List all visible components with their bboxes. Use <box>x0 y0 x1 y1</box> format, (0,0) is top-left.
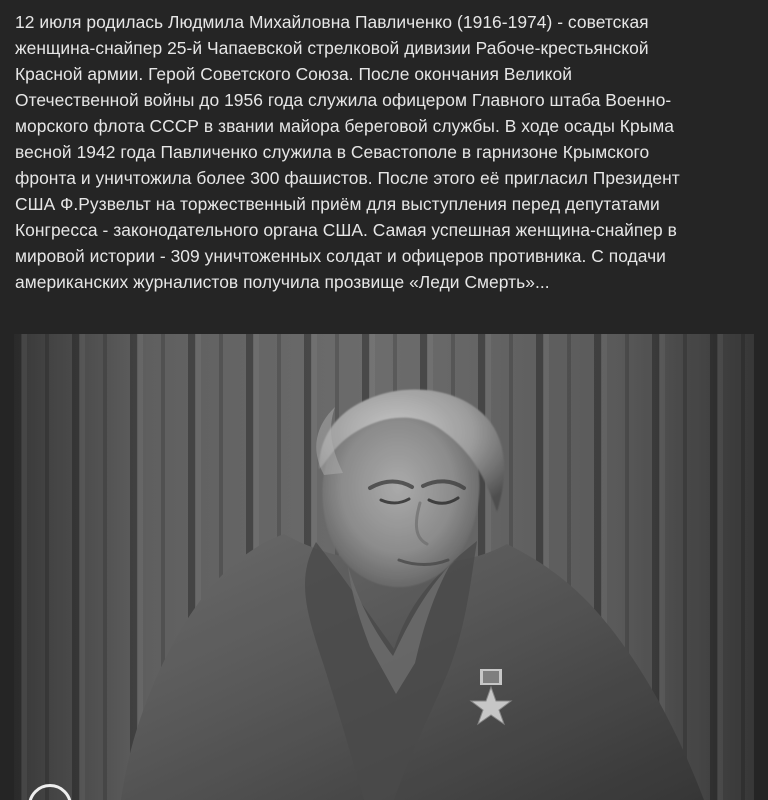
historical-portrait-photo <box>14 334 754 800</box>
video-preview[interactable] <box>14 334 754 800</box>
post-text: 12 июля родилась Людмила Михайловна Павличенко (1916-1974) - советская женщина-снайпер 25-й Чапаевской стрелковой дивизии Рабоче-крестьянской Красной армии. Герой Советского Союза. После окончания Великой Отечественной войны до 1956 года служила офицером Главного штаба Военно- морского флота СССР в звании майора береговой службы. В ходе осады Крыма весной 1942 года Павличенко служила в Севастополе в гарнизоне Крымского фронта и уничтожила более 300 фашистов. После этого её пригласил Президент США Ф.Рузвельт на торжественный приём для выступления перед депутатами Конгресса - законодательного органа США. Самая успешная женщина-снайпер в мировой истории - 309 уничтоженных солдат и офицеров противника. С подачи американских журналистов получила прозвище «Леди Смерть»... <box>15 12 680 292</box>
